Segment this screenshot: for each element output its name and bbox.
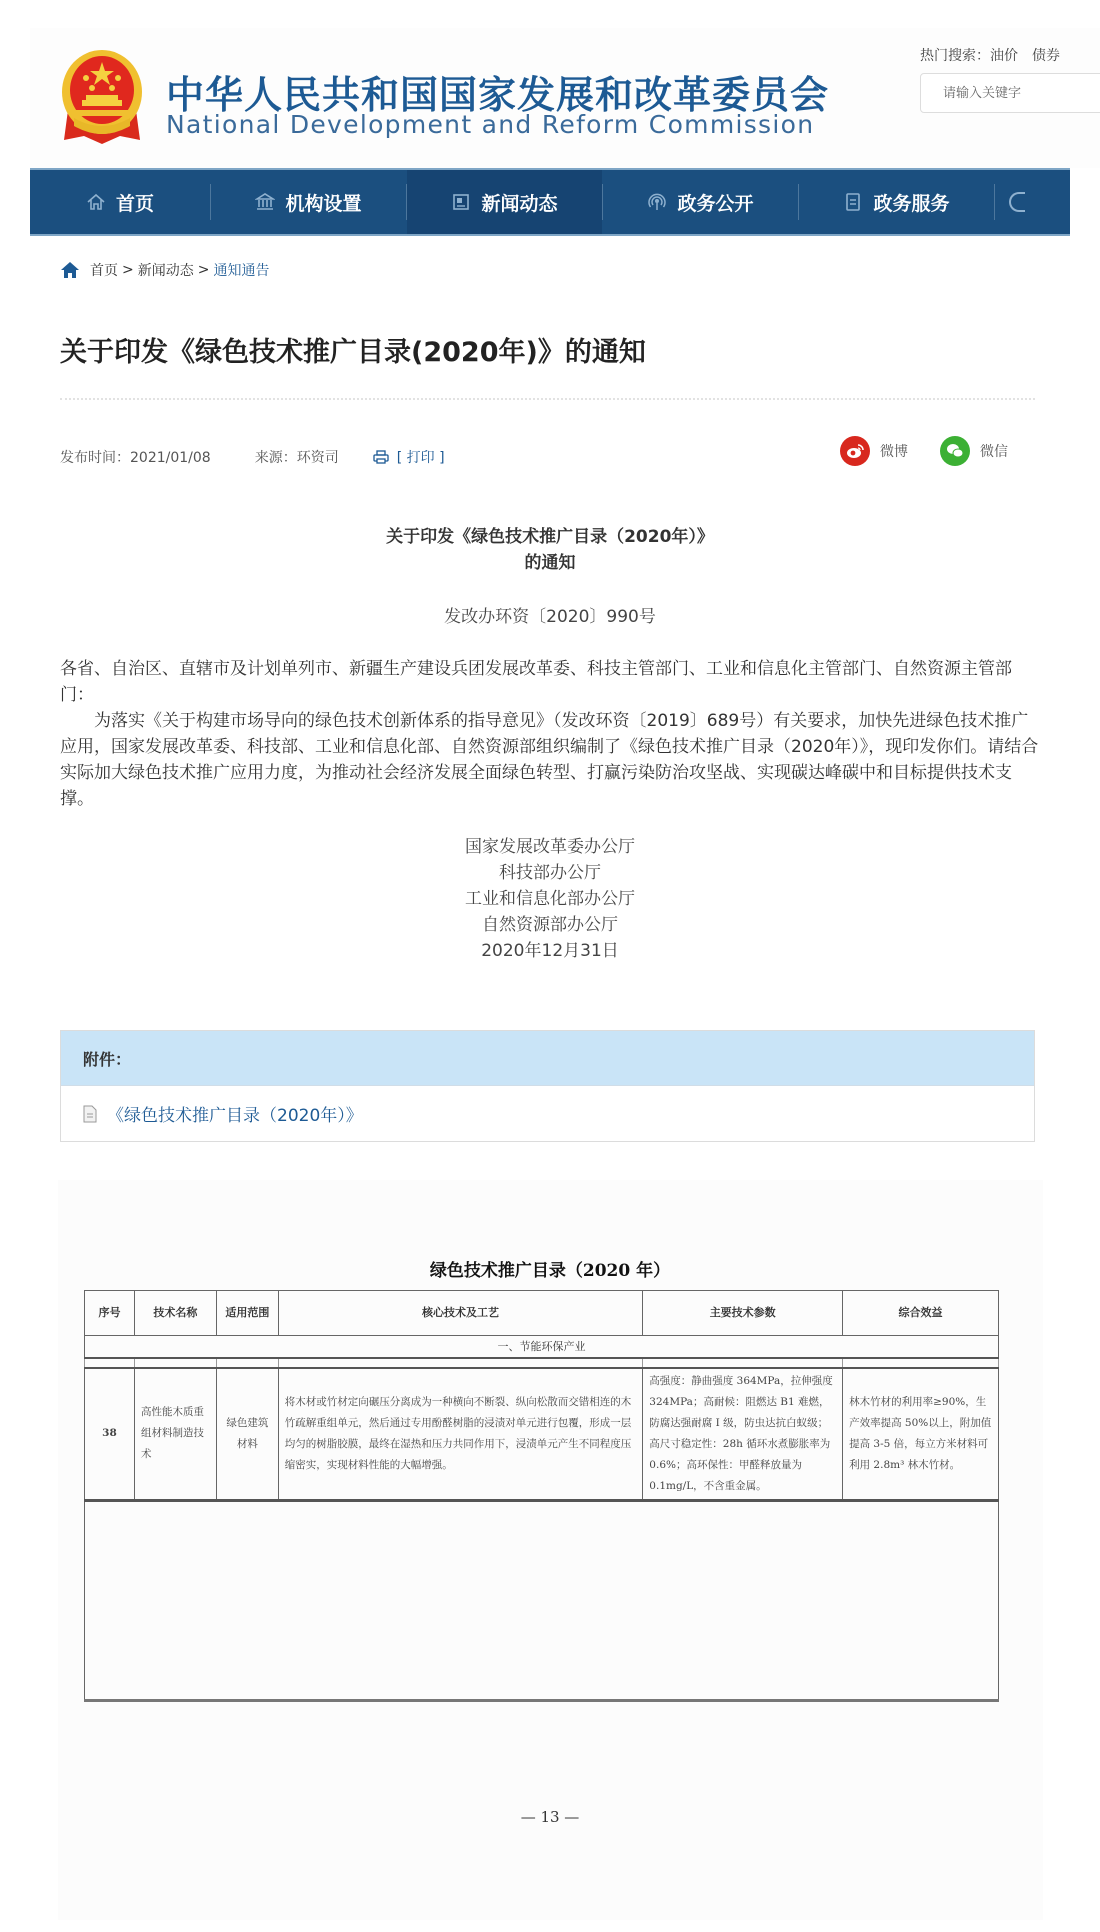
wechat-icon: [940, 436, 970, 466]
source: 来源：环资司: [254, 450, 339, 466]
share-weibo[interactable]: [840, 436, 908, 466]
document-heading: 关于印发《绿色技术推广目录（2020年）》: [386, 527, 714, 547]
attachment-panel: [60, 1030, 1035, 1142]
page-title: 关于印发《绿色技术推广目录(2020年)》的通知: [60, 337, 646, 368]
nav-label: 政务服务: [873, 192, 950, 215]
cell-scope: 绿色建筑材料: [216, 1368, 278, 1501]
nav-label: 新闻动态: [481, 192, 558, 215]
nav-item-home[interactable]: [30, 170, 210, 234]
table-row: [85, 1368, 999, 1501]
nav-item-news[interactable]: [407, 170, 602, 234]
breadcrumb-current[interactable]: 通知通告: [213, 263, 270, 279]
catalog-title: 绿色技术推广目录（2020 年）: [429, 1261, 671, 1281]
file-icon: [83, 1105, 97, 1123]
signatory: 自然资源部办公厅: [482, 915, 618, 935]
divider: [60, 398, 1035, 400]
signatory: 工业和信息化部办公厅: [465, 889, 635, 909]
cell-benefit: 林木竹材的利用率≥90%，生产效率提高 50%以上，附加值提高 3-5 倍，每立方米材料可利用 2.8m³ 林木竹材。: [843, 1368, 999, 1501]
nav-item-institutions[interactable]: [211, 170, 406, 234]
document-number: 发改办环资〔2020〕990号: [444, 607, 656, 627]
document-heading-line2: 的通知: [524, 553, 576, 573]
nav-item-gov-affairs[interactable]: [603, 170, 798, 234]
hot-search: [920, 45, 1060, 65]
news-icon: [451, 192, 471, 212]
share-wechat[interactable]: [940, 436, 1008, 466]
site-title-chinese: 中华人民共和国国家发展和改革委员会: [166, 73, 830, 117]
share-weibo-label: 微博: [880, 444, 908, 460]
home-icon: [86, 192, 106, 212]
column-header: 核心技术及工艺: [278, 1291, 643, 1336]
cell-name: 高性能木质重组材料制造技术: [134, 1368, 216, 1501]
column-header: 技术名称: [134, 1291, 216, 1336]
circle-icon: [1009, 192, 1025, 212]
breadcrumb-home[interactable]: 首页: [90, 263, 118, 279]
spacer-row: [85, 1358, 999, 1368]
table-header-row: [85, 1291, 999, 1336]
breadcrumb-news[interactable]: 新闻动态: [137, 263, 194, 279]
column-header: 适用范围: [216, 1291, 278, 1336]
publish-time: 发布时间：2021/01/08: [60, 450, 211, 466]
search-input[interactable]: [921, 74, 1100, 112]
search-box[interactable]: [920, 73, 1100, 113]
attachment-link-label: 《绿色技术推广目录（2020年）》: [107, 1106, 363, 1126]
nav-label: 机构设置: [285, 192, 362, 215]
section-row: [85, 1336, 999, 1358]
nav-label: 政务公开: [677, 192, 754, 215]
cell-core: 将木材或竹材定向碾压分离成为一种横向不断裂、纵向松散而交错相连的木竹疏解重组单元，然后通过专用酚醛树脂的浸渍对单元进行包覆，形成一层均匀的树脂胶膜，最终在湿热和压力共同作用下，浸渍单元产生不同程度压缩密实，实现材料性能的大幅增强。: [278, 1368, 643, 1501]
site-header: [30, 28, 1100, 168]
institution-icon: [255, 192, 275, 212]
breadcrumb-separator: >: [197, 262, 210, 278]
share-wechat-label: 微信: [980, 444, 1008, 460]
site-title-english: National Development and Reform Commission: [166, 110, 815, 139]
column-header: 序号: [85, 1291, 135, 1336]
print-label: [ 打印 ]: [396, 450, 445, 466]
page-number: — 13 —: [520, 1808, 580, 1826]
nav-item-gov-services[interactable]: [799, 170, 994, 234]
nav-item-more[interactable]: [995, 170, 1065, 234]
main-nav: [30, 168, 1070, 236]
home-icon: [60, 261, 80, 279]
signatory: 科技部办公厅: [499, 863, 601, 883]
document-date: 2020年12月31日: [481, 941, 619, 961]
body-paragraph: 为落实《关于构建市场导向的绿色技术创新体系的指导意见》（发改环资〔2019〕689号）有关要求，加快先进绿色技术推广应用，国家发展改革委、科技部、工业和信息化部、自然资源部组织编制了《绿色技术推广目录（2020年）》，现印发你们。请结合实际加大绿色技术推广应用力度，为推动社会经济发展全面绿色转型、打赢污染防治攻坚战、实现碳达峰碳中和目标提供技术支撑。: [60, 711, 1039, 809]
weibo-icon: [840, 436, 870, 466]
signatory: 国家发展改革委办公厅: [465, 837, 635, 857]
broadcast-icon: [647, 192, 667, 212]
cell-params: 高强度：静曲强度 364MPa，拉伸强度 324MPa；高耐候：阻燃达 B1 难燃，防腐达强耐腐 I 级，防虫达抗白蚁级；高尺寸稳定性：28h 循环水煮膨胀率为 0.6%；高环保性：甲醛释放量为 0.1mg/L，不含重金属。: [643, 1368, 843, 1501]
empty-row: [85, 1500, 999, 1700]
hot-search-label: 热门搜索：: [920, 48, 990, 64]
attachment-header: 附件：: [61, 1031, 1034, 1086]
breadcrumb: [60, 260, 269, 280]
hot-search-terms[interactable]: 油价 债券: [990, 48, 1060, 64]
print-button[interactable]: [373, 447, 445, 467]
catalog-table: [84, 1290, 999, 1702]
signatories: [0, 834, 1100, 964]
breadcrumb-separator: >: [122, 262, 134, 278]
column-header: 综合效益: [843, 1291, 999, 1336]
cell-no: 38: [85, 1368, 135, 1501]
attachment-link[interactable]: [61, 1086, 1034, 1141]
nav-label: 首页: [115, 192, 154, 215]
printer-icon: [373, 450, 389, 464]
article-meta: [60, 447, 445, 467]
national-emblem-logo[interactable]: [60, 48, 144, 148]
column-header: 主要技术参数: [643, 1291, 843, 1336]
section-label: 一、节能环保产业: [85, 1336, 999, 1358]
document-icon: [843, 192, 863, 212]
recipients-paragraph: 各省、自治区、直辖市及计划单列市、新疆生产建设兵团发展改革委、科技主管部门、工业和信息化主管部门、自然资源主管部门：: [60, 659, 1012, 705]
